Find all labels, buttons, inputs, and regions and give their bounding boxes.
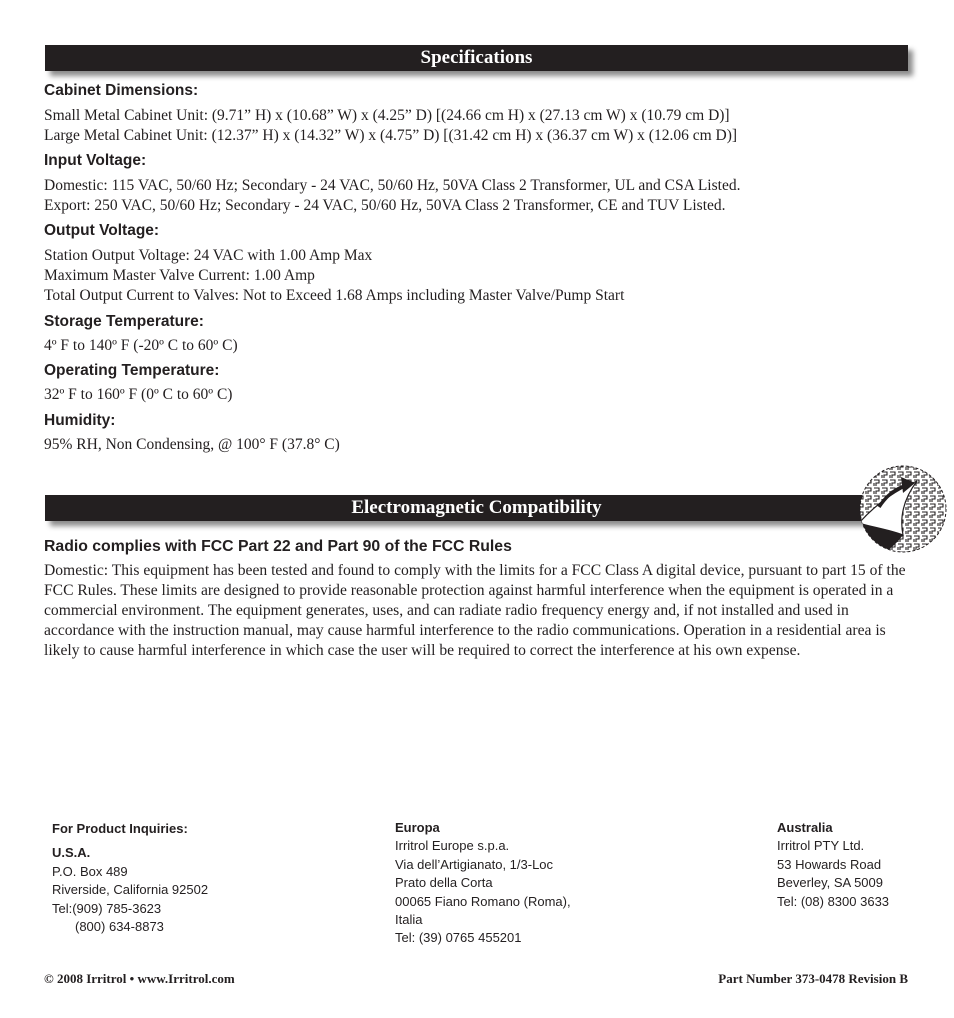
- small-cabinet-dimensions: Small Metal Cabinet Unit: (9.71” H) x (10.68” W) x (4.25” D) [(24.66 cm H) x (27.13 cm W) x (10.79 cm D)]: [44, 107, 730, 124]
- usa-contact-block: [52, 820, 208, 936]
- humidity-heading: Humidity:: [44, 412, 116, 429]
- emc-title-bar: Electromagnetic Compatibility: [45, 495, 908, 521]
- australia-contact-block: [777, 819, 889, 911]
- input-voltage-export: Export: 250 VAC, 50/60 Hz; Secondary - 24 VAC, 50/60 Hz, 50VA Class 2 Transformer, CE and TUV Listed.: [44, 197, 726, 214]
- footer-copyright: © 2008 Irritrol • www.Irritrol.com: [44, 971, 235, 986]
- fcc-compliance-paragraph: Domestic: This equipment has been tested and found to comply with the limits for a FCC Class A digital device, pursuant to part 15 of the FCC Rules. These limits are designed to provide reasonable protection against harmful interference when the equipment is operated in a commercial environment. The equipment generates, uses, and can radiate radio frequency energy and, if not installed and used in accordance with the instruction manual, may cause harmful interference to the radio communications. Operation in a residential area is likely to cause harmful interference in which case the user will be required to correct the interference at his own expense.: [44, 562, 906, 660]
- product-inquiries-label: For Product Inquiries:: [52, 821, 188, 836]
- australia-region: Australia: [777, 820, 833, 835]
- cabinet-dimensions-heading: Cabinet Dimensions:: [44, 82, 199, 99]
- operating-temperature-value: 32º F to 160º F (0º C to 60º C): [44, 386, 233, 403]
- input-voltage-heading: Input Voltage:: [44, 152, 147, 169]
- usa-address-line2: Riverside, California 92502: [52, 882, 209, 898]
- usa-country: U.S.A.: [52, 845, 91, 861]
- australia-line1: Irritrol PTY Ltd.: [777, 838, 865, 854]
- europa-region: Europa: [395, 820, 440, 835]
- europa-phone: Tel: (39) 0765 455201: [395, 930, 522, 946]
- europa-line2: Via dell’Artigianato, 1/3-Loc: [395, 856, 554, 872]
- australia-line3: Beverley, SA 5009: [777, 875, 883, 891]
- usa-phone1: Tel:(909) 785-3623: [52, 900, 162, 916]
- page-curl-seal-icon: [857, 463, 949, 555]
- operating-temperature-heading: Operating Temperature:: [44, 362, 220, 379]
- large-cabinet-dimensions: Large Metal Cabinet Unit: (12.37” H) x (14.32” W) x (4.75” D) [(31.42 cm H) x (36.37 cm W) x (12.06 cm D)]: [44, 127, 738, 144]
- input-voltage-domestic: Domestic: 115 VAC, 50/60 Hz; Secondary - 24 VAC, 50/60 Hz, 50VA Class 2 Transformer, UL and CSA Listed.: [44, 177, 741, 194]
- specifications-title-bar: Specifications: [45, 45, 908, 71]
- australia-phone: Tel: (08) 8300 3633: [777, 893, 890, 909]
- europa-line1: Irritrol Europe s.p.a.: [395, 838, 510, 854]
- usa-address-line1: P.O. Box 489: [52, 863, 128, 879]
- footer-part-number: Part Number 373-0478 Revision B: [718, 971, 908, 986]
- fcc-compliance-heading: Radio complies with FCC Part 22 and Part 90 of the FCC Rules: [44, 538, 512, 555]
- storage-temperature-value: 4º F to 140º F (-20º C to 60º C): [44, 337, 238, 354]
- master-valve-current: Maximum Master Valve Current: 1.00 Amp: [44, 267, 315, 284]
- usa-phone2: (800) 634-8873: [75, 919, 164, 935]
- output-voltage-heading: Output Voltage:: [44, 222, 160, 239]
- australia-line2: 53 Howards Road: [777, 856, 882, 872]
- europa-line4: 00065 Fiano Romano (Roma),: [395, 893, 571, 909]
- humidity-value: 95% RH, Non Condensing, @ 100° F (37.8° C): [44, 436, 340, 453]
- europa-contact-block: [395, 819, 571, 948]
- europa-line3: Prato della Corta: [395, 875, 493, 891]
- total-output-current: Total Output Current to Valves: Not to Exceed 1.68 Amps including Master Valve/Pump Start: [44, 287, 625, 304]
- storage-temperature-heading: Storage Temperature:: [44, 313, 204, 330]
- europa-line5: Italia: [395, 912, 423, 928]
- station-output-voltage: Station Output Voltage: 24 VAC with 1.00 Amp Max: [44, 247, 373, 264]
